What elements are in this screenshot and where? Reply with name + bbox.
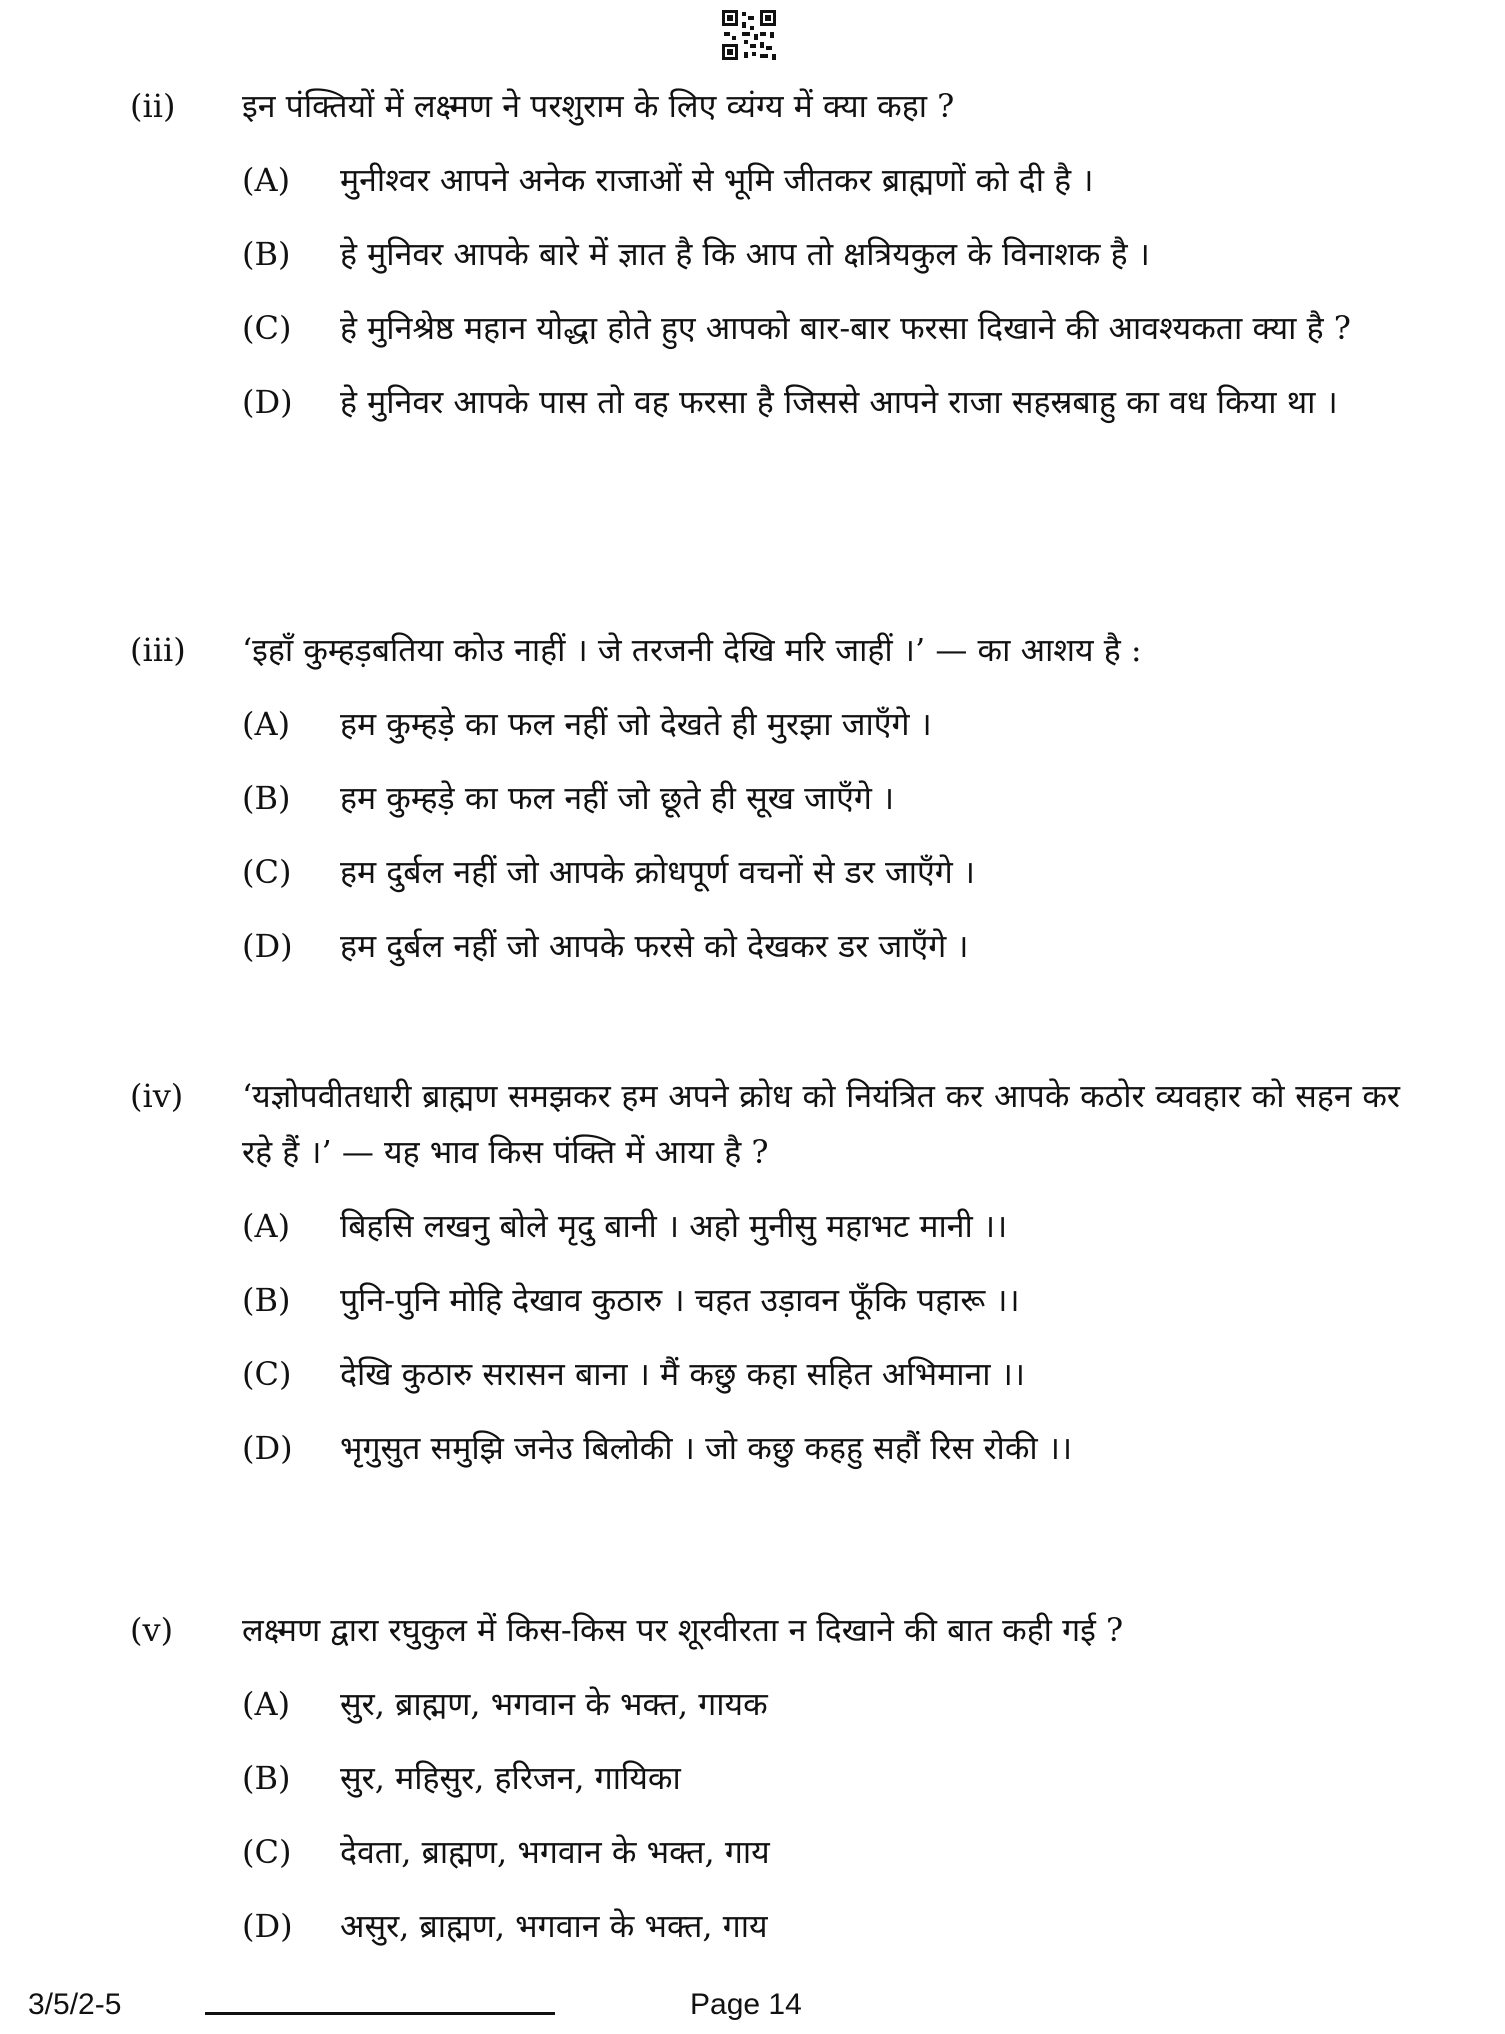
option-a <box>130 1676 1400 1732</box>
page-number: Page 14 <box>690 1988 802 2021</box>
question-ii <box>130 78 1400 430</box>
option-b <box>130 770 1400 826</box>
option-label: (B) <box>242 235 291 273</box>
option-text: सुर, ब्राह्मण, भगवान के भक्त, गायक <box>340 1685 768 1723</box>
option-c <box>130 1824 1400 1880</box>
option-label: (B) <box>242 779 291 817</box>
option-label: (D) <box>242 1907 293 1945</box>
question-number: (ii) <box>130 87 176 125</box>
option-d <box>130 1898 1400 1954</box>
option-text: देवता, ब्राह्मण, भगवान के भक्त, गाय <box>340 1833 770 1871</box>
question-text: लक्ष्मण द्वारा रघुकुल में किस-किस पर शूरवीरता न दिखाने की बात कही गई ? <box>242 1611 1124 1649</box>
option-text: हे मुनिवर आपके बारे में ज्ञात है कि आप तो क्षत्रियकुल के विनाशक है । <box>340 235 1150 273</box>
option-c <box>130 1346 1400 1402</box>
option-text: हम कुम्हड़े का फल नहीं जो छूते ही सूख जाएँगे । <box>340 779 895 817</box>
question-number: (iv) <box>130 1077 184 1115</box>
footer-divider <box>205 2012 555 2015</box>
option-text: पुनि-पुनि मोहि देखाव कुठारु । चहत उड़ावन फूँकि पहारू ।। <box>340 1281 1020 1319</box>
qr-code-icon <box>720 8 778 62</box>
question-v <box>130 1602 1400 1954</box>
option-label: (C) <box>242 853 292 891</box>
option-text: हम दुर्बल नहीं जो आपके क्रोधपूर्ण वचनों से डर जाएँगे । <box>340 853 976 891</box>
option-text: मुनीश्वर आपने अनेक राजाओं से भूमि जीतकर ब्राह्मणों को दी है । <box>340 161 1094 199</box>
option-b <box>130 1750 1400 1806</box>
option-a <box>130 696 1400 752</box>
question-iv <box>130 1068 1400 1476</box>
option-label: (D) <box>242 927 293 965</box>
option-d <box>130 1420 1400 1476</box>
option-text: देखि कुठारु सरासन बाना । मैं कछु कहा सहित अभिमाना ।। <box>340 1355 1026 1393</box>
option-label: (A) <box>242 1685 291 1723</box>
option-label: (C) <box>242 1355 292 1393</box>
question-iii <box>130 622 1400 974</box>
option-text: सुर, महिसुर, हरिजन, गायिका <box>340 1759 681 1797</box>
option-label: (A) <box>242 705 291 743</box>
option-b <box>130 226 1400 282</box>
question-number: (v) <box>130 1611 174 1649</box>
option-label: (D) <box>242 383 293 421</box>
option-a <box>130 1198 1400 1254</box>
option-label: (A) <box>242 1207 291 1245</box>
option-text: हम दुर्बल नहीं जो आपके फरसे को देखकर डर जाएँगे । <box>340 927 969 965</box>
option-label: (C) <box>242 309 292 347</box>
option-text: हे मुनिवर आपके पास तो वह फरसा है जिससे आपने राजा सहस्रबाहु का वध किया था । <box>340 383 1338 421</box>
option-d <box>130 918 1400 974</box>
question-text: ‘इहाँ कुम्हड़बतिया कोउ नाहीं । जे तरजनी देखि मरि जाहीं ।’ — का आशय है : <box>242 631 1142 669</box>
option-label: (A) <box>242 161 291 199</box>
option-text: भृगुसुत समुझि जनेउ बिलोकी । जो कछु कहहु सहौं रिस रोकी ।। <box>340 1429 1073 1467</box>
option-b <box>130 1272 1400 1328</box>
option-c <box>130 844 1400 900</box>
option-c <box>130 300 1400 356</box>
paper-code: 3/5/2-5 <box>28 1988 122 2021</box>
option-d <box>130 374 1400 430</box>
option-text: हे मुनिश्रेष्ठ महान योद्धा होते हुए आपको बार-बार फरसा दिखाने की आवश्यकता क्या है ? <box>340 309 1351 347</box>
option-label: (C) <box>242 1833 292 1871</box>
option-label: (B) <box>242 1759 291 1797</box>
option-text: बिहसि लखनु बोले मृदु बानी । अहो मुनीसु महाभट मानी ।। <box>340 1207 1008 1245</box>
option-a <box>130 152 1400 208</box>
option-label: (B) <box>242 1281 291 1319</box>
question-number: (iii) <box>130 631 186 669</box>
question-text: इन पंक्तियों में लक्ष्मण ने परशुराम के लिए व्यंग्य में क्या कहा ? <box>242 87 955 125</box>
option-text: हम कुम्हड़े का फल नहीं जो देखते ही मुरझा जाएँगे । <box>340 705 932 743</box>
question-text: ‘यज्ञोपवीतधारी ब्राह्मण समझकर हम अपने क्रोध को नियंत्रित कर आपके कठोर व्यवहार को सहन कर रहे हैं ।’ — यह भाव किस पंक्ति में आया है ? <box>242 1077 1400 1171</box>
option-label: (D) <box>242 1429 293 1467</box>
option-text: असुर, ब्राह्मण, भगवान के भक्त, गाय <box>340 1907 768 1945</box>
